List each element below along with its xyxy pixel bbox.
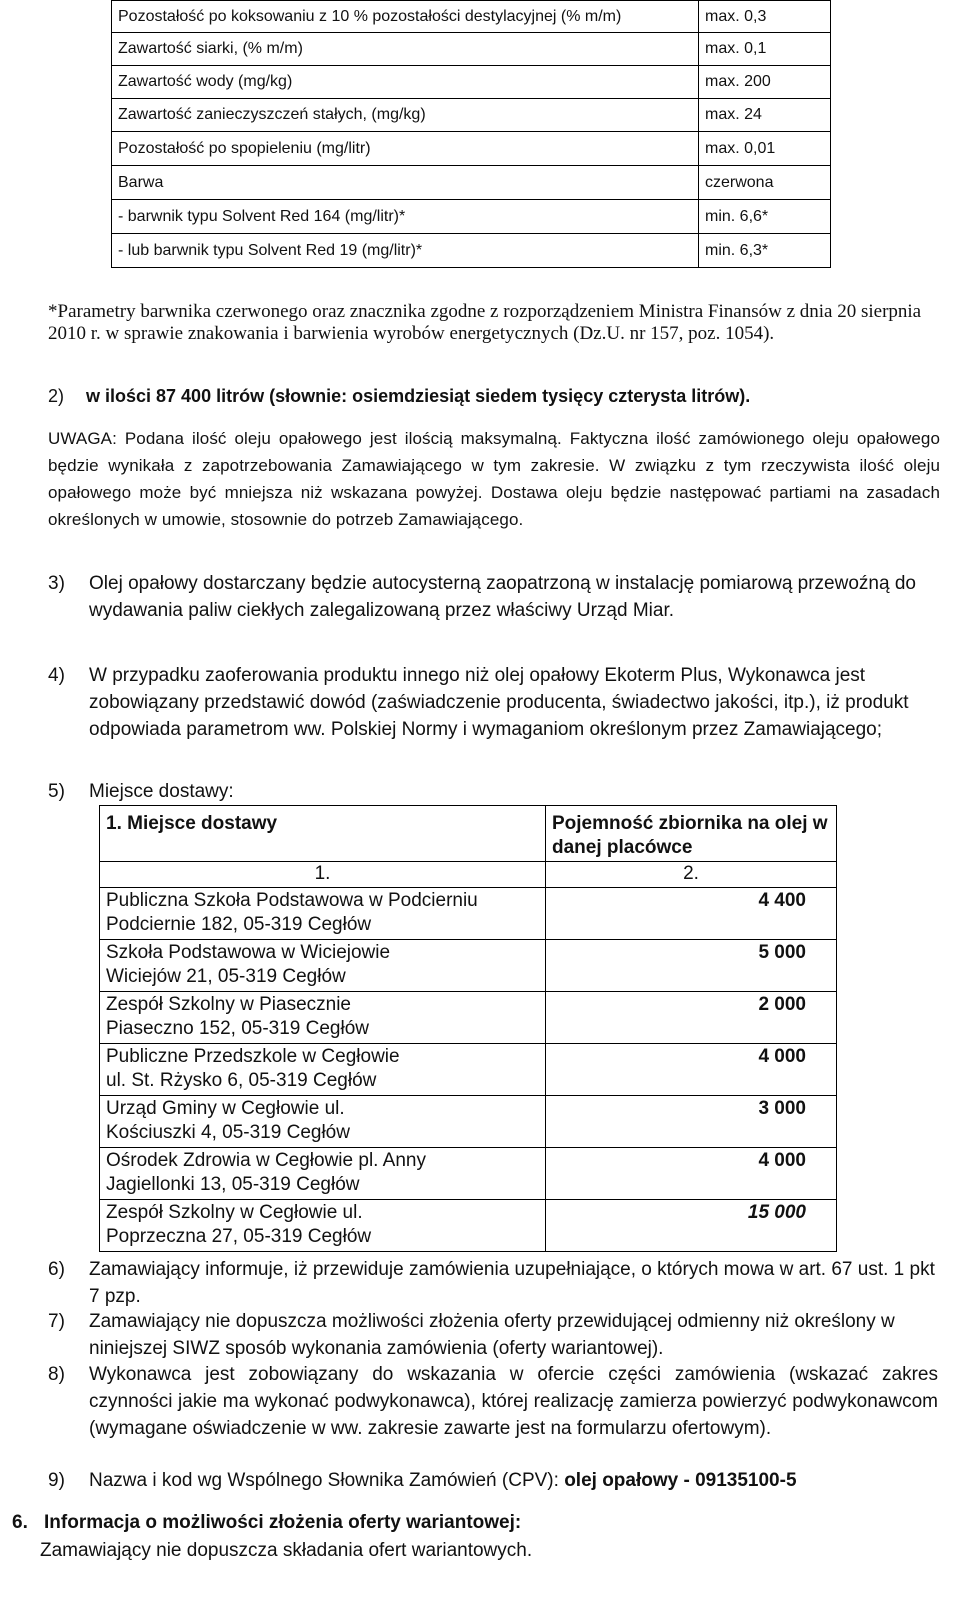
table-index-row — [100, 862, 837, 888]
section-number: 6. — [12, 1512, 28, 1533]
column-index: 1. — [100, 862, 546, 888]
point-text: Miejsce dostawy: — [89, 781, 234, 802]
tank-capacity: 15 000 — [546, 1200, 837, 1252]
point-8 — [48, 1361, 938, 1442]
table-row — [100, 940, 837, 992]
spec-label: - lub barwnik typu Solvent Red 19 (mg/litr)* — [112, 234, 699, 268]
spec-value: max. 24 — [699, 99, 831, 132]
tank-capacity: 3 000 — [546, 1096, 837, 1148]
section-6-text: Zamawiający nie dopuszcza składania ofert wariantowych. — [40, 1540, 533, 1561]
footnote: *Parametry barwnika czerwonego oraz znacznika zgodne z rozporządzeniem Ministra Finansów z dnia 20 sierpnia 2010 r. w sprawie znakowania i barwienia wyrobów energetycznych (Dz.U. nr 157, poz. 1054). — [48, 301, 922, 344]
table-row — [112, 234, 831, 268]
point-text: Olej opałowy dostarczany będzie autocysterną zaopatrzoną w instalację pomiarową przewoźną do wydawania paliw ciekłych zalegalizowaną przez właściwy Urząd Miar. — [89, 573, 916, 621]
point-number: 7) — [48, 1311, 65, 1332]
spec-table — [111, 0, 831, 268]
delivery-address: Publiczna Szkoła Podstawowa w Podcierniu Podciernie 182, 05-319 Cegłów — [100, 888, 546, 940]
table-row — [100, 1044, 837, 1096]
point-text: w ilości 87 400 litrów (słownie: osiemdziesiąt siedem tysięcy czterysta litrów). — [86, 386, 751, 406]
delivery-address: Szkoła Podstawowa w Wiciejowie Wiciejów 21, 05-319 Cegłów — [100, 940, 546, 992]
delivery-address: Publiczne Przedszkole w Cegłowie ul. St. Rżysko 6, 05-319 Cegłów — [100, 1044, 546, 1096]
spec-value: max. 0,3 — [699, 1, 831, 33]
table-row — [112, 99, 831, 132]
spec-label: Barwa — [112, 166, 699, 200]
point-number: 2) — [48, 386, 65, 406]
point-9 — [48, 1467, 938, 1494]
table-row — [100, 1096, 837, 1148]
tank-capacity: 4 400 — [546, 888, 837, 940]
tank-capacity: 4 000 — [546, 1148, 837, 1200]
point-4 — [48, 662, 938, 743]
table-row — [112, 132, 831, 166]
point-6 — [48, 1256, 938, 1310]
spec-label: Zawartość wody (mg/kg) — [112, 66, 699, 99]
tank-capacity: 4 000 — [546, 1044, 837, 1096]
section-title: Informacja o możliwości złożenia oferty wariantowej: — [44, 1512, 522, 1533]
delivery-address: Zespół Szkolny w Cegłowie ul. Poprzeczna 27, 05-319 Cegłów — [100, 1200, 546, 1252]
table-row — [112, 1, 831, 33]
column-header: 1. Miejsce dostawy — [100, 806, 546, 862]
point-number: 8) — [48, 1364, 65, 1385]
point-text: Zamawiający informuje, iż przewiduje zamówienia uzupełniające, o których mowa w art. 67 ust. 1 pkt 7 pzp. — [89, 1259, 935, 1307]
uwaga-paragraph: UWAGA: Podana ilość oleju opałowego jest ilością maksymalną. Faktyczna ilość zamówionego oleju opałowego będzie wynikała z zapotrzebowania Zamawiającego w tym zakresie. W związku z tym rzeczywista ilość oleju opałowego może być mniejsza niż wskazana powyżej. Dostawa oleju będzie następować partiami na zasadach określonych w umowie, stosownie do potrzeb Zamawiającego. — [48, 429, 940, 529]
point-number: 3) — [48, 573, 65, 594]
point-2 — [48, 386, 750, 407]
table-row — [112, 33, 831, 66]
spec-label: Zawartość siarki, (% m/m) — [112, 33, 699, 66]
tank-capacity: 5 000 — [546, 940, 837, 992]
delivery-address: Urząd Gminy w Cegłowie ul. Kościuszki 4, 05-319 Cegłów — [100, 1096, 546, 1148]
section-6-heading — [12, 1512, 521, 1534]
spec-label: Pozostałość po koksowaniu z 10 % pozostałości destylacyjnej (% m/m) — [112, 1, 699, 33]
point-number: 6) — [48, 1259, 65, 1280]
spec-label: Pozostałość po spopieleniu (mg/litr) — [112, 132, 699, 166]
point-number: 9) — [48, 1470, 65, 1491]
spec-label: - barwnik typu Solvent Red 164 (mg/litr)* — [112, 200, 699, 234]
table-row — [112, 200, 831, 234]
delivery-address: Ośrodek Zdrowia w Cegłowie pl. Anny Jagiellonki 13, 05-319 Cegłów — [100, 1148, 546, 1200]
spec-value: max. 0,1 — [699, 33, 831, 66]
table-header-row — [100, 806, 837, 862]
spec-value: min. 6,3* — [699, 234, 831, 268]
point-5 — [48, 778, 938, 805]
table-row — [100, 888, 837, 940]
table-row — [100, 1148, 837, 1200]
table-row — [100, 992, 837, 1044]
point-text: Wykonawca jest zobowiązany do wskazania w ofercie części zamówienia (wskazać zakres czynności jakie ma wykonać podwykonawca), której realizację zamierza powierzyć podwykonawcom (wymagane oświadczenie w ww. zakresie zawarte jest na formularzu ofertowym). — [89, 1364, 938, 1439]
delivery-table — [99, 805, 837, 1252]
spec-value: max. 200 — [699, 66, 831, 99]
column-header: Pojemność zbiornika na olej w danej placówce — [546, 806, 837, 862]
column-index: 2. — [546, 862, 837, 888]
spec-value: max. 0,01 — [699, 132, 831, 166]
delivery-address: Zespół Szkolny w Piasecznie Piaseczno 152, 05-319 Cegłów — [100, 992, 546, 1044]
point-number: 4) — [48, 665, 65, 686]
spec-value: min. 6,6* — [699, 200, 831, 234]
table-row — [112, 166, 831, 200]
tank-capacity: 2 000 — [546, 992, 837, 1044]
point-3 — [48, 570, 938, 624]
cpv-code: olej opałowy - 09135100-5 — [564, 1470, 797, 1491]
point-text: Zamawiający nie dopuszcza możliwości złożenia oferty przewidującej odmienny niż określony w niniejszej SIWZ sposób wykonania zamówienia (oferty wariantowej). — [89, 1311, 895, 1359]
table-row — [100, 1200, 837, 1252]
point-text: W przypadku zaoferowania produktu innego niż olej opałowy Ekoterm Plus, Wykonawca jest zobowiązany przedstawić dowód (zaświadczenie producenta, świadectwo jakości, itp.), iż produkt odpowiada parametrom ww. Polskiej Normy i wymaganiom określonym przez Zamawiającego; — [89, 665, 909, 740]
spec-value: czerwona — [699, 166, 831, 200]
table-row — [112, 66, 831, 99]
point-7 — [48, 1308, 938, 1362]
spec-label: Zawartość zanieczyszczeń stałych, (mg/kg) — [112, 99, 699, 132]
point-text: Nazwa i kod wg Wspólnego Słownika Zamówień (CPV): olej opałowy - 09135100-5 — [89, 1470, 797, 1491]
point-number: 5) — [48, 781, 65, 802]
